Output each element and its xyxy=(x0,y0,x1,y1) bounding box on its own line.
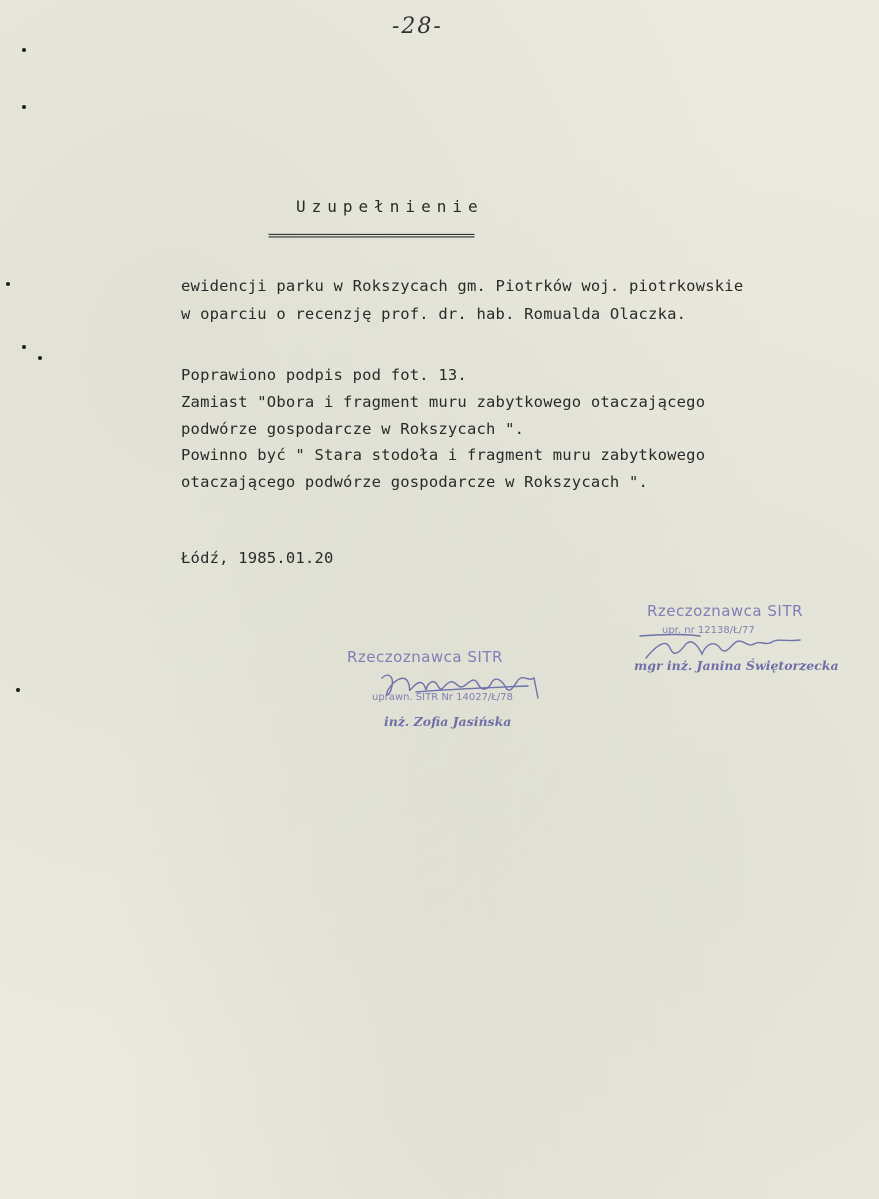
body-line-4: Zamiast "Obora i fragment muru zabytkowego otaczającego xyxy=(181,393,706,411)
body-line-7: otaczającego podwórze gospodarcze w Rokszycach ". xyxy=(181,473,649,491)
stamp-right-name: mgr inż. Janina Świętorzecka xyxy=(634,658,839,673)
page-number: -28- xyxy=(392,14,443,39)
place-date: Łódź, 1985.01.20 xyxy=(181,549,334,567)
body-line-6: Powinno być " Stara stodoła i fragment muru zabytkowego xyxy=(181,446,706,464)
body-line-2: w oparciu o recenzję prof. dr. hab. Romualda Olaczka. xyxy=(181,305,687,323)
stamp-left-name: inż. Zofia Jasińska xyxy=(384,714,512,729)
margin-mark xyxy=(22,48,26,52)
body-line-1: ewidencji parku w Rokszycach gm. Piotrków woj. piotrkowskie xyxy=(181,277,744,295)
stamp-left-title: Rzeczoznawca SITR xyxy=(347,648,503,666)
title-underline: ================================ xyxy=(268,229,474,244)
stamp-left-number: uprawn. SITR Nr 14027/Ł/78 xyxy=(372,692,513,703)
stamp-right-title: Rzeczoznawca SITR xyxy=(647,602,803,620)
margin-mark xyxy=(22,105,26,109)
margin-mark xyxy=(22,345,26,349)
stamp-right-number: upr. nr 12138/Ł/77 xyxy=(662,625,755,636)
body-line-3: Poprawiono podpis pod fot. 13. xyxy=(181,366,467,384)
body-line-5: podwórze gospodarcze w Rokszycach ". xyxy=(181,420,525,438)
margin-mark xyxy=(16,688,20,692)
margin-mark xyxy=(38,356,42,360)
margin-mark xyxy=(6,282,10,286)
page-title: Uzupełnienie xyxy=(296,197,484,216)
signature-right xyxy=(636,628,806,662)
